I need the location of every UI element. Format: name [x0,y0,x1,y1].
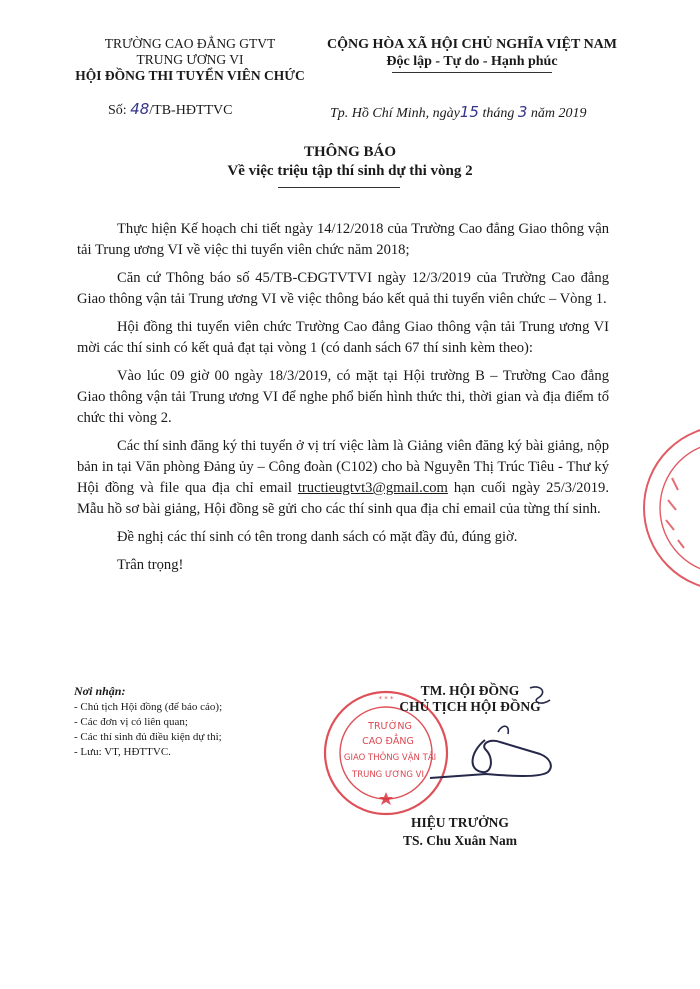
national-title: CỘNG HÒA XÃ HỘI CHỦ NGHĨA VIỆT NAM [326,37,617,52]
national-header [322,36,622,70]
recipient-item: - Lưu: VT, HĐTTVC. [74,746,171,758]
recipient-item: - Các thí sinh đủ điều kiện dự thi; [74,731,222,743]
signature-line-1: TM. HỘI ĐỒNG [420,683,520,698]
issuer-header [60,36,320,84]
paragraph-5-text-b: hạn cuối ngày 25/3/2019. Mẫu hồ sơ bài giảng, Hội đồng sẽ gửi cho các thí sinh qua địa chỉ email của từng thí sinh. [77,480,609,517]
paragraph-5-text-a: Các thí sinh đăng ký thi tuyển ở vị trí việc làm là Giảng viên đăng ký bài giảng, nộp bản in tại Văn phòng Đảng ủy – Công đoàn (C102) cho bà Nguyễn Thị Trúc Tiêu - Thư ký Hội đồng và file qua địa chỉ email [77,438,609,496]
recipients-block [74,684,334,760]
reference-suffix: /TB-HĐTTVC [149,103,233,118]
title-heading: THÔNG BÁO [303,144,397,160]
paragraph-5 [77,436,609,520]
date-month: 3 [517,103,528,121]
date-year: năm 2019 [527,106,587,121]
stamp-line-3: GIAO THÔNG VẬN TẢI [343,753,437,763]
national-motto: Độc lập - Tự do - Hạnh phúc [386,54,558,69]
signer-title: HIỆU TRƯỞNG [411,815,509,830]
recipient-item: - Chủ tịch Hội đồng (để báo cáo); [74,701,223,713]
title-subheading: Về việc triệu tập thí sinh dự thi vòng 2 [227,163,473,179]
stamp-line-4: TRUNG ƯƠNG VI [352,770,424,780]
stamp-line-2: CAO ĐẲNG [362,736,414,747]
signer-block [370,814,550,850]
signer-name: TS. Chu Xuân Nam [402,833,518,848]
signature-line-2: CHỦ TỊCH HỘI ĐỒNG [399,699,541,714]
recipients-heading: Nơi nhận: [74,684,126,698]
document-title [0,143,700,181]
paragraph-6: Đề nghị các thí sinh có tên trong danh sách có mặt đầy đủ, đúng giờ. [117,529,518,545]
paragraph-1: Thực hiện Kế hoạch chi tiết ngày 14/12/2018 của Trường Cao đẳng Giao thông vận tải Trung ương VI về việc thi tuyển viên chức năm 2018; [77,221,609,258]
date-prefix: Tp. Hồ Chí Minh, ngày [330,106,460,121]
document-body [77,219,609,583]
stamp-star-icon [379,792,393,805]
paragraph-2: Căn cứ Thông báo số 45/TB-CĐGTVTVI ngày 12/3/2019 của Trường Cao đẳng Giao thông vận tải Trung ương VI về việc thông báo kết quả thi tuyển viên chức – Vòng 1. [77,270,609,307]
document-reference [108,100,233,119]
issuer-line-3: HỘI ĐỒNG THI TUYỂN VIÊN CHỨC [75,68,305,83]
title-divider [278,187,400,188]
paragraph-3: Hội đồng thi tuyển viên chức Trường Cao đẳng Giao thông vận tải Trung ương VI mời các thí sinh có kết quả đạt tại vòng 1 (có danh sách 67 thí sinh kèm theo): [77,319,609,356]
date-month-word: tháng [478,106,518,121]
signature-authority [380,683,560,715]
recipients-list [74,700,334,760]
email-link[interactable]: tructieugtvt3@gmail.com [297,480,448,496]
stamp-line-1: TRƯỜNG [368,721,412,732]
paragraph-4: Vào lúc 09 giờ 00 ngày 18/3/2019, có mặt tại Hội trường B – Trường Cao đẳng Giao thông vận tải Trung ương VI để nghe phổ biến hình thức thi, thời gian và địa điểm tổ chức thi vòng 2. [77,368,609,426]
paragraph-7: Trân trọng! [117,557,184,573]
date-day: 15 [459,103,479,121]
issuer-line-1: TRƯỜNG CAO ĐẲNG GTVT [104,36,276,51]
stamp-ring-ticks: * * * [378,695,394,703]
recipient-item: - Các đơn vị có liên quan; [74,716,188,728]
reference-prefix: Số: [108,103,127,118]
issuer-line-2: TRUNG ƯƠNG VI [136,52,244,67]
place-and-date [330,103,587,122]
edge-stamp-fragment [638,420,700,595]
reference-number: 48 [130,100,150,118]
